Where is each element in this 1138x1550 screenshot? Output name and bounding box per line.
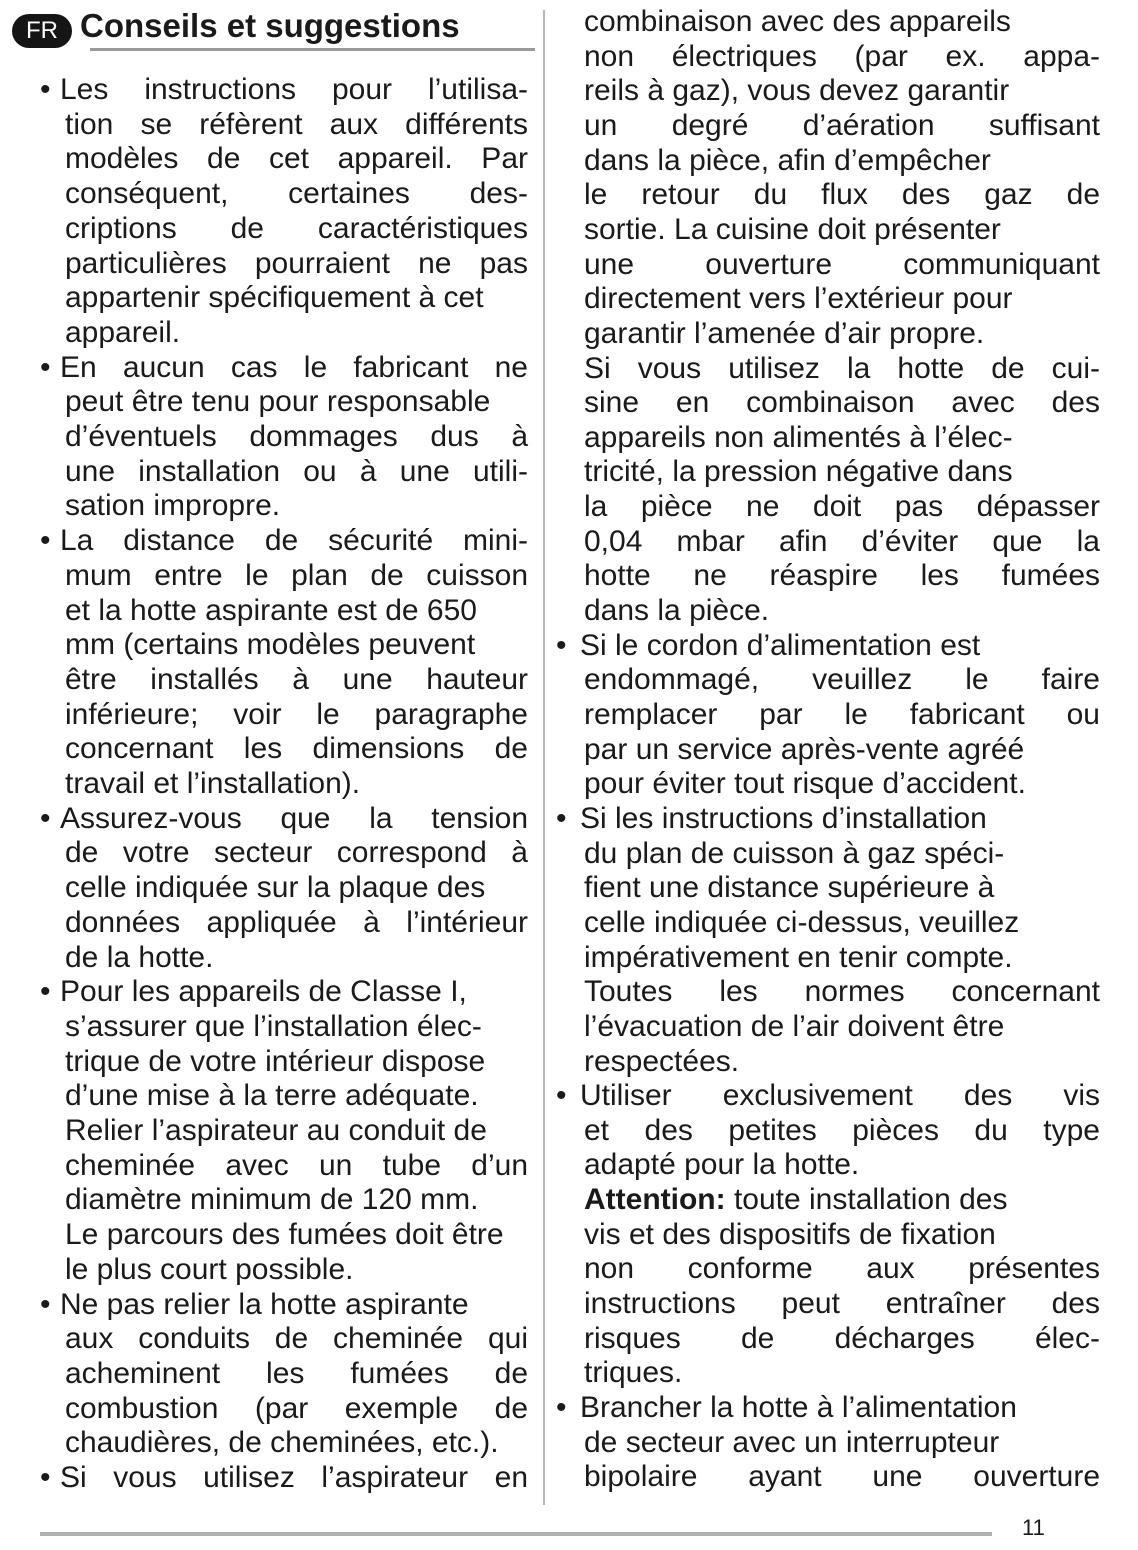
page-title: Conseils et suggestions bbox=[80, 7, 460, 44]
page-number: 11 bbox=[1022, 1515, 1045, 1540]
text-line: conséquent, certaines des- bbox=[65, 177, 528, 211]
text-line: combustion (par exemple de bbox=[65, 1391, 528, 1425]
text-line: Les instructions pour l’utilisa- bbox=[60, 73, 528, 106]
text-line: En aucun cas le fabricant ne bbox=[60, 350, 528, 384]
text-line: adapté pour la hotte. bbox=[584, 1148, 860, 1182]
text-line: Brancher la hotte à l’alimentation bbox=[580, 1391, 1017, 1424]
text-line: vis et des dispositifs de fixation bbox=[584, 1217, 996, 1251]
bullet-marker: • bbox=[556, 1079, 567, 1113]
text-line: l’évacuation de l’air doivent être bbox=[584, 1009, 1005, 1043]
text-line: fient une distance supérieure à bbox=[584, 871, 995, 905]
text-line: La distance de sécurité mini- bbox=[60, 524, 528, 558]
text-line: inférieure; voir le paragraphe bbox=[65, 697, 528, 731]
text-line: Pour les appareils de Classe I, bbox=[60, 975, 467, 1009]
text-line: et la hotte aspirante est de 650 bbox=[65, 593, 477, 627]
text-line: acheminent les fumées de bbox=[65, 1356, 528, 1390]
text-line: une installation ou à une utili- bbox=[65, 454, 528, 488]
text-line: sation impropre. bbox=[65, 489, 281, 523]
text-line: criptions de caractéristiques bbox=[65, 211, 528, 245]
text-line: Ne pas relier la hotte aspirante bbox=[60, 1287, 469, 1321]
text-line: une ouverture communiquant bbox=[584, 247, 1100, 281]
text-line: modèles de cet appareil. Par bbox=[65, 142, 528, 176]
text-line: du plan de cuisson à gaz spéci- bbox=[584, 836, 1005, 870]
text-line: combinaison avec des appareils bbox=[584, 5, 1011, 38]
footer-rule bbox=[40, 1532, 992, 1536]
text-line: triques. bbox=[584, 1356, 683, 1390]
text-line: particulières pourraient ne pas bbox=[65, 246, 528, 280]
bullet-marker: • bbox=[40, 1461, 51, 1494]
text-line: respectées. bbox=[584, 1044, 740, 1078]
text-line: être installés à une hauteur bbox=[65, 662, 528, 696]
text-line: appartenir spécifiquement à cet bbox=[65, 281, 484, 315]
text-line: mm (certains modèles peuvent bbox=[65, 628, 476, 662]
text-line: dans la pièce. bbox=[584, 594, 770, 628]
text-line: données appliquée à l’intérieur bbox=[65, 905, 528, 939]
bullet-marker: • bbox=[40, 1287, 51, 1321]
text-line: Toutes les normes concernant bbox=[584, 975, 1100, 1009]
title-underline bbox=[90, 48, 535, 51]
bullet-marker: • bbox=[556, 801, 567, 835]
text-line: cheminée avec un tube d’un bbox=[65, 1148, 528, 1182]
text-line: Assurez-vous que la tension bbox=[60, 801, 528, 835]
text-line: de la hotte. bbox=[65, 940, 214, 974]
text-line: la pièce ne doit pas dépasser bbox=[584, 490, 1100, 524]
text-line: Le parcours des fumées doit être bbox=[65, 1218, 504, 1252]
text-line: directement vers l’extérieur pour bbox=[584, 282, 1013, 316]
text-line: d’éventuels dommages dus à bbox=[65, 420, 528, 453]
text-line: Utiliser exclusivement des vis bbox=[580, 1079, 1100, 1113]
text-line: Si le cordon d’alimentation est bbox=[580, 628, 981, 662]
bullet-marker: • bbox=[40, 975, 51, 1009]
text-line: d’une mise à la terre adéquate. bbox=[65, 1079, 479, 1113]
text-line: endommagé, veuillez le faire bbox=[584, 663, 1100, 697]
text-line: sortie. La cuisine doit présenter bbox=[584, 212, 1001, 246]
text-line: pour éviter tout risque d’accident. bbox=[584, 767, 1026, 801]
text-line: de secteur avec un interrupteur bbox=[584, 1425, 1000, 1459]
bullet-marker: • bbox=[556, 1391, 567, 1424]
text-line: hotte ne réaspire les fumées bbox=[584, 559, 1100, 593]
text-line: remplacer par le fabricant ou bbox=[584, 698, 1100, 731]
text-line: non conforme aux présentes bbox=[584, 1252, 1100, 1286]
text-line: peut être tenu pour responsable bbox=[65, 385, 491, 419]
text-line: tion se réfèrent aux différents bbox=[65, 107, 528, 141]
text-line: trique de votre intérieur dispose bbox=[65, 1044, 486, 1078]
text-line: Relier l’aspirateur au conduit de bbox=[65, 1114, 487, 1147]
text-line: impérativement en tenir compte. bbox=[584, 940, 1013, 974]
emphasis-label: Attention: bbox=[584, 1183, 726, 1217]
text-line: s’assurer que l’installation élec- bbox=[65, 1009, 482, 1043]
text-line: un degré d’aération suffisant bbox=[584, 108, 1100, 142]
text-line: celle indiquée ci-dessus, veuillez bbox=[584, 905, 1020, 939]
bullet-marker: • bbox=[556, 628, 567, 662]
text-line: bipolaire ayant une ouverture bbox=[584, 1460, 1100, 1494]
text-line: instructions peut entraîner des bbox=[584, 1287, 1100, 1321]
text-line: le plus court possible. bbox=[65, 1252, 354, 1286]
bullet-marker: • bbox=[40, 350, 51, 384]
text-line: dans la pièce, afin d’empêcher bbox=[584, 143, 991, 177]
bullet-marker: • bbox=[40, 524, 51, 558]
text-line: reils à gaz), vous devez garantir bbox=[584, 74, 1010, 108]
text-line: celle indiquée sur la plaque des bbox=[65, 871, 486, 905]
text-line: Si les instructions d’installation bbox=[580, 801, 987, 835]
text-line: tricité, la pression négative dans bbox=[584, 455, 1013, 489]
text-line: et des petites pièces du type bbox=[584, 1113, 1100, 1147]
bullet-marker: • bbox=[40, 73, 51, 106]
text-line: aux conduits de cheminée qui bbox=[65, 1322, 528, 1356]
text-line: diamètre minimum de 120 mm. bbox=[65, 1183, 479, 1217]
text-line: concernant les dimensions de bbox=[65, 732, 528, 766]
text-line: par un service après-vente agréé bbox=[584, 732, 1025, 766]
page-header bbox=[8, 4, 528, 50]
text-line: appareils non alimentés à l’élec- bbox=[584, 420, 1013, 454]
text-line: chaudières, de cheminées, etc.). bbox=[65, 1426, 499, 1460]
text-line: Si vous utilisez la hotte de cui- bbox=[584, 351, 1100, 385]
text-line: de votre secteur correspond à bbox=[65, 836, 528, 870]
text-line: Si vous utilisez l’aspirateur en bbox=[60, 1461, 528, 1494]
text-line: appareil. bbox=[65, 315, 181, 349]
bullet-marker: • bbox=[40, 801, 51, 835]
column-divider bbox=[543, 10, 545, 1505]
text-line: mum entre le plan de cuisson bbox=[65, 558, 528, 592]
text-line: garantir l’amenée d’air propre. bbox=[584, 316, 985, 350]
text-line: non électriques (par ex. appa- bbox=[584, 39, 1100, 73]
text-line: Attention: toute installation des bbox=[584, 1183, 1008, 1217]
text-line: sine en combinaison avec des bbox=[584, 386, 1100, 420]
language-badge: FR bbox=[12, 14, 72, 48]
text-line: le retour du flux des gaz de bbox=[584, 178, 1100, 212]
text-line: risques de décharges élec- bbox=[584, 1321, 1100, 1355]
text-line: travail et l’installation). bbox=[65, 767, 361, 800]
text-line: 0,04 mbar afin d’éviter que la bbox=[584, 524, 1100, 558]
